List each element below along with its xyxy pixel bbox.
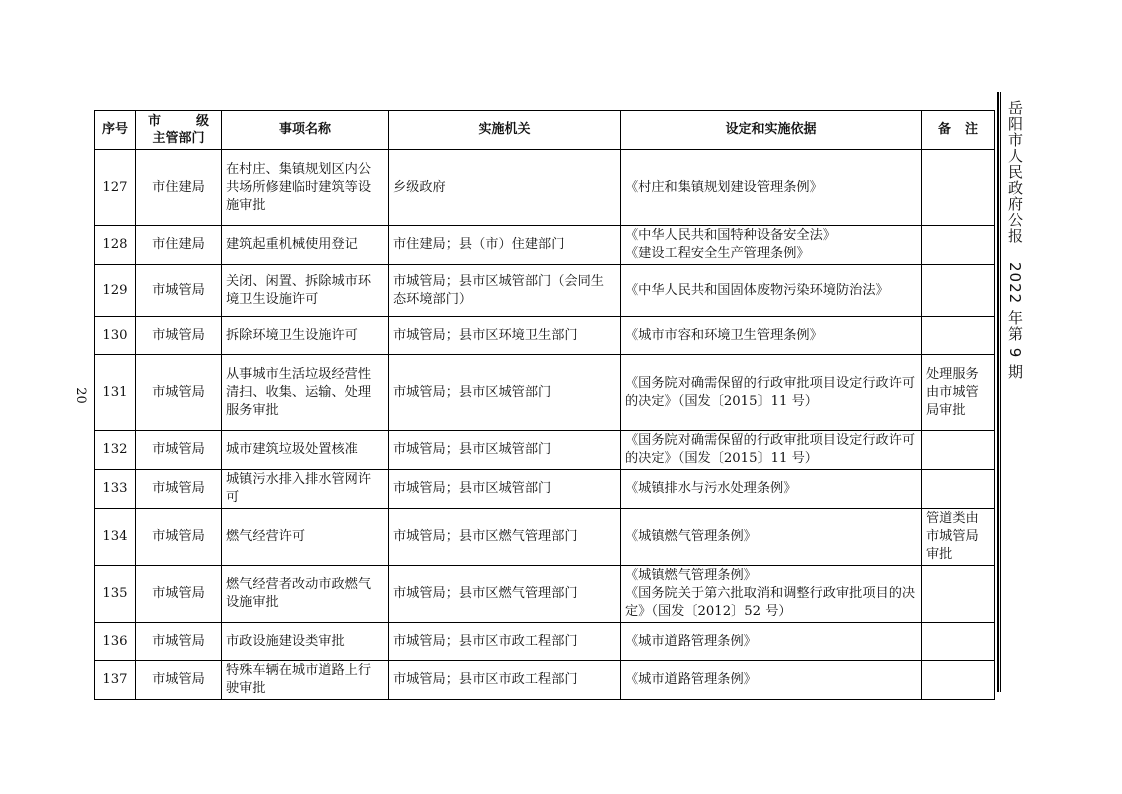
table-row — [95, 150, 995, 226]
basis-line: 《城市道路管理条例》 — [625, 633, 757, 649]
row-department: 市城管局 — [136, 431, 222, 470]
header-index: 序号 — [95, 111, 136, 150]
row-department: 市住建局 — [136, 226, 222, 265]
row-index: 128 — [95, 226, 136, 265]
header-note-left: 备 — [938, 122, 952, 137]
basis-line: 《城市市容和环境卫生管理条例》 — [625, 327, 823, 343]
row-item-name: 燃气经营许可 — [222, 509, 389, 566]
row-index: 134 — [95, 509, 136, 566]
table-header-row — [95, 111, 995, 150]
row-department: 市城管局 — [136, 470, 222, 509]
row-note: 管道类由市城管局审批 — [922, 509, 995, 566]
row-basis — [621, 265, 922, 317]
basis-line: 《建设工程安全生产管理条例》 — [625, 246, 810, 261]
row-index: 137 — [95, 661, 136, 700]
row-department: 市城管局 — [136, 265, 222, 317]
basis-line: 《城镇燃气管理条例》 — [625, 529, 757, 544]
row-item-name: 燃气经营者改动市政燃气设施审批 — [222, 566, 389, 623]
header-dept-top-left: 市 — [148, 114, 162, 129]
table-row — [95, 566, 995, 623]
row-note — [922, 470, 995, 509]
row-basis — [621, 470, 922, 509]
row-agency: 市城管局；县市区城管部门 — [389, 431, 621, 470]
row-item-name: 关闭、闲置、拆除城市环境卫生设施许可 — [222, 265, 389, 317]
header-agency: 实施机关 — [389, 111, 621, 150]
row-agency: 市城管局；县市区城管部门 — [389, 470, 621, 509]
row-index: 135 — [95, 566, 136, 623]
row-note — [922, 431, 995, 470]
side-rule-thin — [1000, 92, 1001, 692]
basis-line: 《国务院关于第六批取消和调整行政审批项目的决定》（国发〔2012〕52 号） — [625, 586, 916, 619]
row-note — [922, 265, 995, 317]
header-basis: 设定和实施依据 — [621, 111, 922, 150]
basis-line: 《城镇排水与污水处理条例》 — [625, 481, 797, 496]
publication-name: 岳阳市人民政府公报 — [1006, 100, 1024, 244]
row-item-name: 拆除环境卫生设施许可 — [222, 317, 389, 355]
table-row — [95, 265, 995, 317]
row-department: 市城管局 — [136, 317, 222, 355]
row-department: 市住建局 — [136, 150, 222, 226]
table-row — [95, 509, 995, 566]
row-basis — [621, 317, 922, 355]
row-item-name: 城镇污水排入排水管网许可 — [222, 470, 389, 509]
row-item-name: 市政设施建设类审批 — [222, 623, 389, 661]
row-item-name: 在村庄、集镇规划区内公共场所修建临时建筑等设施审批 — [222, 150, 389, 226]
row-note — [922, 317, 995, 355]
row-department: 市城管局 — [136, 661, 222, 700]
row-index: 129 — [95, 265, 136, 317]
basis-line: 《国务院对确需保留的行政审批项目设定行政许可的决定》（国发〔2015〕11 号） — [625, 375, 916, 409]
publication-running-title — [1004, 100, 1026, 380]
header-department — [136, 111, 222, 150]
basis-line: 《国务院对确需保留的行政审批项目设定行政许可的决定》（国发〔2015〕11 号） — [625, 433, 916, 466]
row-basis — [621, 623, 922, 661]
basis-line: 《中华人民共和国特种设备安全法》 — [625, 228, 836, 243]
table-row — [95, 226, 995, 265]
row-basis — [621, 431, 922, 470]
row-department: 市城管局 — [136, 566, 222, 623]
side-rule — [997, 92, 999, 692]
row-item-name: 从事城市生活垃圾经营性清扫、收集、运输、处理服务审批 — [222, 355, 389, 431]
row-agency: 乡级政府 — [389, 150, 621, 226]
basis-line: 《村庄和集镇规划建设管理条例》 — [625, 179, 823, 195]
row-basis — [621, 150, 922, 226]
row-agency: 市城管局；县市区城管部门 — [389, 355, 621, 431]
table-row — [95, 431, 995, 470]
row-basis — [621, 509, 922, 566]
page-number: 20 — [72, 387, 88, 404]
table-row — [95, 355, 995, 431]
issue-number: 2022 年第 9 期 — [1006, 262, 1024, 381]
row-note — [922, 623, 995, 661]
basis-line: 《城镇燃气管理条例》 — [625, 568, 757, 583]
table-row — [95, 317, 995, 355]
row-agency: 市住建局；县（市）住建部门 — [389, 226, 621, 265]
approval-items-table — [94, 110, 995, 700]
row-note: 处理服务由市城管局审批 — [922, 355, 995, 431]
row-department: 市城管局 — [136, 509, 222, 566]
row-agency: 市城管局；县市区环境卫生部门 — [389, 317, 621, 355]
row-basis — [621, 566, 922, 623]
header-note-right: 注 — [964, 122, 978, 137]
header-item-name: 事项名称 — [222, 111, 389, 150]
row-index: 132 — [95, 431, 136, 470]
table-row — [95, 470, 995, 509]
table-row — [95, 661, 995, 700]
row-agency: 市城管局；县市区市政工程部门 — [389, 623, 621, 661]
basis-line: 《中华人民共和国固体废物污染环境防治法》 — [625, 282, 889, 298]
header-dept-bottom: 主管部门 — [152, 131, 205, 146]
row-note — [922, 226, 995, 265]
row-note — [922, 150, 995, 226]
row-index: 133 — [95, 470, 136, 509]
row-basis — [621, 355, 922, 431]
row-index: 136 — [95, 623, 136, 661]
row-index: 130 — [95, 317, 136, 355]
row-agency: 市城管局；县市区燃气管理部门 — [389, 509, 621, 566]
row-index: 127 — [95, 150, 136, 226]
header-dept-top-right: 级 — [195, 114, 209, 129]
row-agency: 市城管局；县市区城管部门（会同生态环境部门） — [389, 265, 621, 317]
row-basis — [621, 661, 922, 700]
row-department: 市城管局 — [136, 355, 222, 431]
row-agency: 市城管局；县市区燃气管理部门 — [389, 566, 621, 623]
row-item-name: 城市建筑垃圾处置核准 — [222, 431, 389, 470]
row-note — [922, 566, 995, 623]
row-index: 131 — [95, 355, 136, 431]
row-basis — [621, 226, 922, 265]
row-item-name: 特殊车辆在城市道路上行驶审批 — [222, 661, 389, 700]
row-item-name: 建筑起重机械使用登记 — [222, 226, 389, 265]
row-department: 市城管局 — [136, 623, 222, 661]
table-row — [95, 623, 995, 661]
header-note — [922, 111, 995, 150]
row-agency: 市城管局；县市区市政工程部门 — [389, 661, 621, 700]
row-note — [922, 661, 995, 700]
basis-line: 《城市道路管理条例》 — [625, 672, 757, 687]
